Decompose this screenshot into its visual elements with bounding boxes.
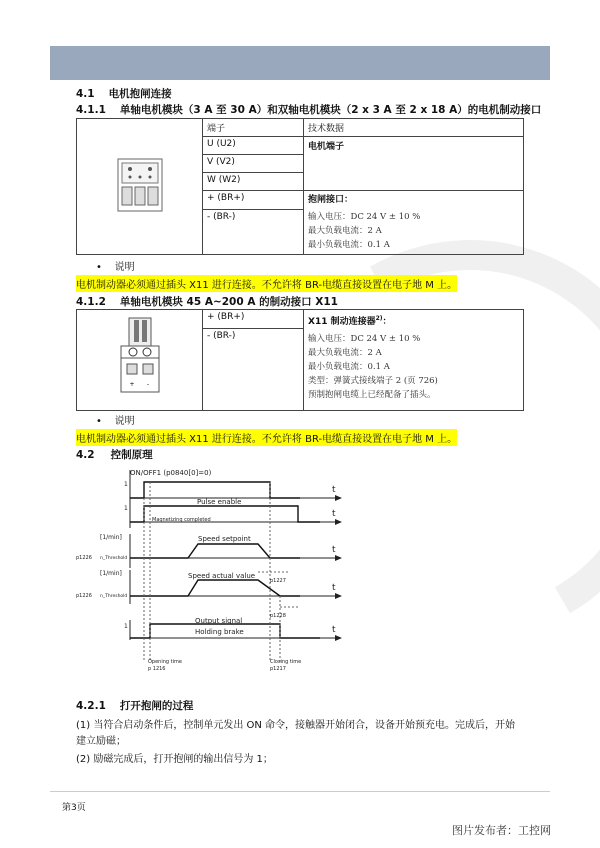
para1-line2: 建立励磁； <box>76 736 126 747</box>
note2-text: 电机制动器必须通过插头 X11 进行连接。不允许将 BR-电缆直接设置在电子地 M 上。 <box>76 429 457 446</box>
para2: (2) 励磁完成后，打开抱闸的输出信号为 1； <box>76 754 273 765</box>
brake-timing-diagram <box>70 462 360 682</box>
svg-text:-: - <box>146 380 149 388</box>
section-4-2-heading: 4.2 控制原理 <box>76 449 153 461</box>
x11-specs: X11 制动连接器$^{2)}$： 输入电压：DC 24 V ± 10 % 最大负载电流：2 A 最小负载电流：0.1 A 类型：弹簧式接线端子 2 (页 726) 预制抱闸电缆上已经配备了插头。 <box>304 310 524 411</box>
svg-text:Holding brake: Holding brake <box>195 628 244 636</box>
note1-text: 电机制动器必须通过插头 X11 进行连接。不允许将 BR-电缆直接设置在电子地 M 上。 <box>76 275 457 292</box>
svg-text:1: 1 <box>124 481 128 488</box>
svg-text:p 1216: p 1216 <box>148 666 166 672</box>
svg-text:[1/min]: [1/min] <box>100 534 122 541</box>
svg-text:ON/OFF1 (p0840[0]=0): ON/OFF1 (p0840[0]=0) <box>130 469 212 477</box>
svg-text:t: t <box>332 583 336 593</box>
terminal-u: U (U2) <box>203 137 304 155</box>
motor-terminal-table <box>76 118 524 255</box>
col-tech-header: 技术数据 <box>304 119 524 137</box>
svg-text:p1228: p1228 <box>270 613 286 619</box>
connector-image-cell <box>77 119 203 255</box>
x11-image-cell <box>77 310 203 411</box>
col-terminal-header: 端子 <box>203 119 304 137</box>
motor-terminal-label: 电机端子 <box>304 137 524 191</box>
header-bar <box>50 46 550 80</box>
svg-text:t: t <box>332 545 336 555</box>
x11-connector-icon <box>115 316 165 402</box>
terminal-w: W (W2) <box>203 173 304 191</box>
x11-terminal-br-minus: - (BR-) <box>203 329 304 411</box>
section-4-2-1-heading: 4.2.1 打开抱闸的过程 <box>76 700 194 712</box>
svg-text:t: t <box>332 509 336 519</box>
svg-text:Speed actual value: Speed actual value <box>188 572 256 580</box>
svg-text:p1227: p1227 <box>270 578 286 584</box>
svg-text:p1226: p1226 <box>76 593 92 599</box>
svg-text:Speed setpoint: Speed setpoint <box>198 535 251 543</box>
note2-bullet: • 说明 <box>96 416 135 427</box>
svg-text:Opening time: Opening time <box>148 659 182 665</box>
motor-connector-icon <box>110 155 170 215</box>
svg-text:Closing time: Closing time <box>270 659 302 665</box>
svg-text:Output signal: Output signal <box>195 617 243 625</box>
section-4-1-2-heading: 4.1.2 单轴电机模块 45 A~200 A 的制动接口 X11 <box>76 296 338 308</box>
svg-text:1: 1 <box>124 623 128 630</box>
x11-terminal-br-plus: + (BR+) <box>203 310 304 329</box>
svg-text:+: + <box>128 380 135 388</box>
para1-line1: (1) 当符合启动条件后，控制单元发出 ON 命令，接触器开始闭合，设备开始预充电。完成后，开始 <box>76 720 516 731</box>
svg-text:Pulse enable: Pulse enable <box>197 498 242 506</box>
section-4-1-heading: 4.1 电机抱闸连接 <box>76 88 172 100</box>
svg-text:p1226: p1226 <box>76 555 92 561</box>
svg-text:[1/min]: [1/min] <box>100 570 122 577</box>
svg-text:Magnetizing completed: Magnetizing completed <box>152 517 211 523</box>
svg-text:n_Threshold: n_Threshold <box>100 594 128 599</box>
page-number: 第3页 <box>62 803 86 813</box>
publisher-credit: 图片发布者：工控网 <box>452 824 551 837</box>
section-4-1-1-heading: 4.1.1 单轴电机模块（3 A 至 30 A）和双轴电机模块（2 x 3 A 至 2 x 18 A）的电机制动接口 <box>76 104 542 116</box>
svg-text:t: t <box>332 625 336 635</box>
terminal-v: V (V2) <box>203 155 304 173</box>
x11-table <box>76 309 524 411</box>
x11-title: X11 制动连接器$^{2)}$： <box>308 315 392 327</box>
terminal-br-plus: + (BR+) <box>203 191 304 210</box>
brake-interface-specs: 抱闸接口： 输入电压：DC 24 V ± 10 % 最大负载电流：2 A 最小负载电流：0.1 A <box>304 191 524 255</box>
note1-bullet: • 说明 <box>96 262 135 273</box>
svg-text:t: t <box>332 485 336 495</box>
svg-text:1: 1 <box>124 505 128 512</box>
footer-divider <box>50 791 550 792</box>
svg-text:p1217: p1217 <box>270 666 286 672</box>
terminal-br-minus: - (BR-) <box>203 210 304 255</box>
svg-text:n_Threshold: n_Threshold <box>100 556 128 561</box>
